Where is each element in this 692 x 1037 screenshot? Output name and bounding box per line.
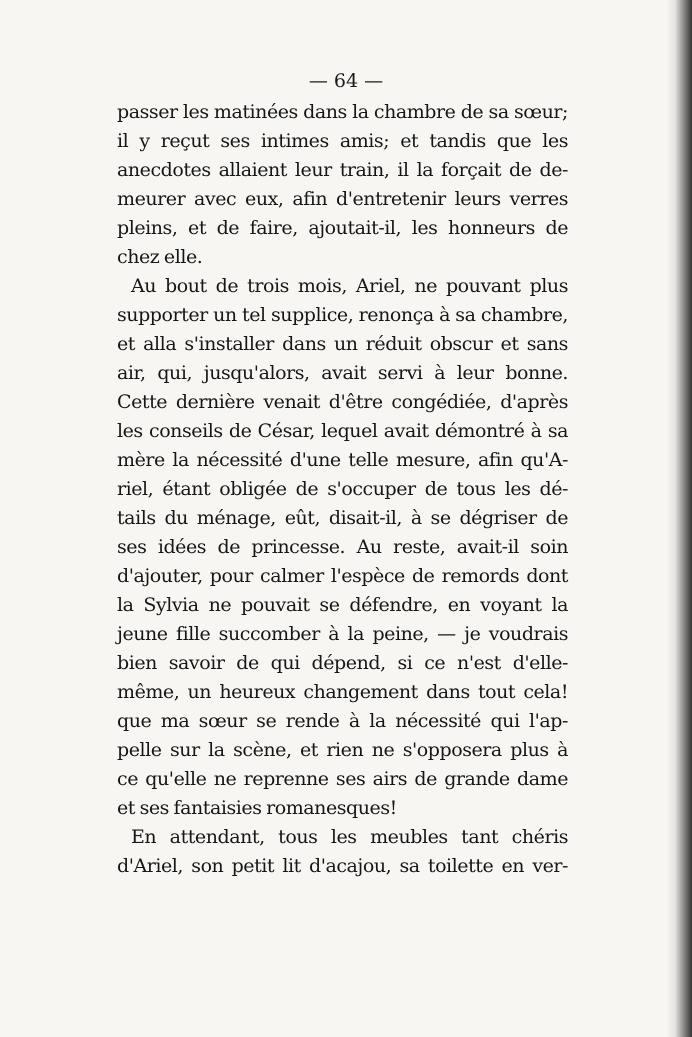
text-line: d'ajouter, pour calmer l'espèce de remords dont xyxy=(117,565,568,587)
text-line: anecdotes allaient leur train, il la forçait de de- xyxy=(117,159,568,181)
text-line: riel, étant obligée de s'occuper de tous les dé- xyxy=(117,478,568,500)
text-line: mère la nécessité d'une telle mesure, afin qu'A- xyxy=(117,449,568,471)
text-line: passer les matinées dans la chambre de sa sœur; xyxy=(117,101,568,123)
text-line: la Sylvia ne pouvait se défendre, en voyant la xyxy=(117,594,568,616)
page-edge-shadow xyxy=(666,0,692,1037)
text-line: tails du ménage, eût, disait-il, à se dégriser de xyxy=(117,507,568,529)
text-line: supporter un tel supplice, renonça à sa chambre, xyxy=(117,304,568,326)
text-line: pelle sur la scène, et rien ne s'opposera plus à xyxy=(117,739,568,761)
text-line: meurer avec eux, afin d'entretenir leurs verres xyxy=(117,188,568,210)
text-line: d'Ariel, son petit lit d'acajou, sa toilette en ver- xyxy=(117,855,568,877)
text-line: bien savoir de qui dépend, si ce n'est d'elle- xyxy=(117,652,568,674)
text-line: jeune fille succomber à la peine, — je voudrais xyxy=(117,623,568,645)
text-line: et alla s'installer dans un réduit obscur et sans xyxy=(117,333,568,355)
text-line: En attendant, tous les meubles tant chéris xyxy=(131,826,568,848)
text-line: air, qui, jusqu'alors, avait servi à leur bonne. xyxy=(117,362,568,384)
text-line: pleins, et de faire, ajoutait-il, les honneurs de xyxy=(117,217,568,239)
text-line: Au bout de trois mois, Ariel, ne pouvant plus xyxy=(131,275,568,297)
text-line: et ses fantaisies romanesques! xyxy=(117,797,397,819)
text-line: chez elle. xyxy=(117,246,203,268)
text-line: Cette dernière venait d'être congédiée, d'après xyxy=(117,391,568,413)
text-line: que ma sœur se rende à la nécessité qui l'ap- xyxy=(117,710,568,732)
text-line: ce qu'elle ne reprenne ses airs de grande dame xyxy=(117,768,568,790)
text-line: ses idées de princesse. Au reste, avait-il soin xyxy=(117,536,568,558)
text-line: il y reçut ses intimes amis; et tandis que les xyxy=(117,130,568,152)
body-text xyxy=(117,98,568,881)
text-line: les conseils de César, lequel avait démontré à sa xyxy=(117,420,568,442)
text-line: même, un heureux changement dans tout cela! xyxy=(117,681,568,703)
page-number: — 64 — xyxy=(308,70,384,92)
